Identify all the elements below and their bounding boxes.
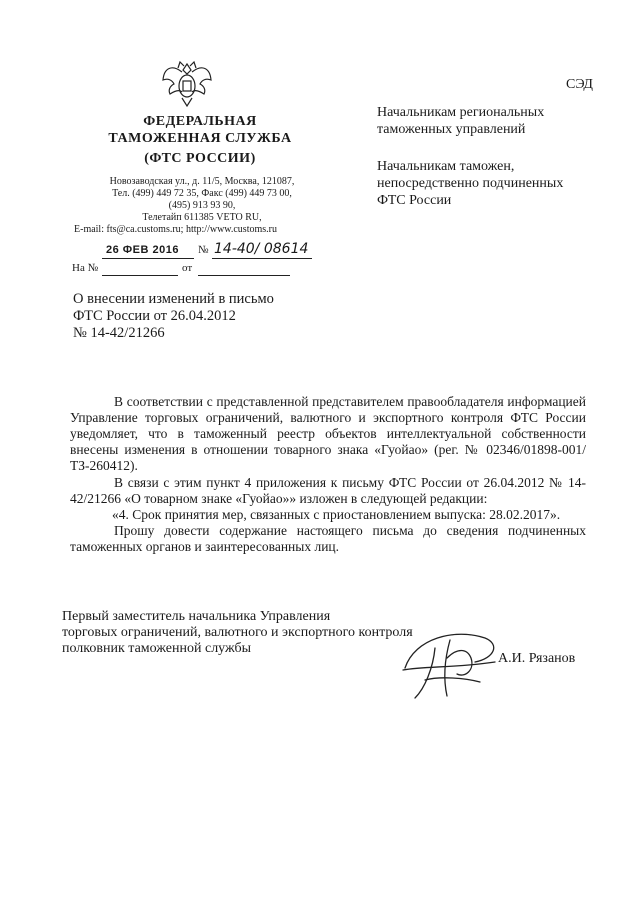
signatory-title-line: торговых ограничений, валютного и экспортного контроля — [62, 625, 413, 640]
signatory-title-line: Первый заместитель начальника Управления — [62, 609, 331, 624]
body-paragraph-1: В соответствии с представленной представителем правообладателя информацией Управление торговых ограничений, валютного и экспортного контроля ФТС России уведомляет, что в таможенный реестр объектов интеллектуальной собственности внесены изменения в отношении товарного знака «Гуойао» (рег. № 02346/01898-001/ТЗ-260412). — [70, 394, 586, 473]
eagle-emblem-icon — [160, 58, 214, 110]
address-line: (495) 913 93 90, — [168, 200, 236, 211]
date-underline — [102, 258, 194, 259]
org-name-line2: ТАМОЖЕННАЯ СЛУЖБА — [108, 131, 292, 146]
subject-line: О внесении изменений в письмо — [73, 291, 274, 307]
subject-line: № 14-42/21266 — [73, 325, 165, 341]
na-label: На № — [72, 262, 99, 274]
ot-underline — [198, 275, 290, 276]
address-line: Новозаводская ул., д. 11/5, Москва, 121087, — [109, 176, 295, 187]
recipient-line: Начальникам таможен, — [377, 159, 515, 174]
reference-line — [72, 262, 322, 282]
recipient-group-2 — [377, 158, 563, 209]
recipient-group-1 — [377, 104, 544, 138]
ot-label: от — [182, 262, 193, 274]
address-email: E-mail: fts@ca.customs.ru; http://www.customs.ru — [74, 224, 277, 235]
recipient-line: таможенных управлений — [377, 122, 526, 137]
registration-number-handwritten: 14-40/ 08614 — [214, 241, 309, 257]
recipient-line: Начальникам региональных — [377, 105, 545, 120]
number-underline — [212, 258, 312, 259]
address-line: Телетайп 611385 VETO RU, — [142, 212, 262, 223]
body-paragraph-4: Прошу довести содержание настоящего письма до сведения подчиненных таможенных органов и заинтересованных лиц. — [70, 523, 586, 554]
org-name-line1: ФЕДЕРАЛЬНАЯ — [143, 114, 257, 129]
signatory-title-line: полковник таможенной службы — [62, 641, 252, 656]
number-sign: № — [198, 244, 209, 256]
subject-line: ФТС России от 26.04.2012 — [73, 308, 236, 324]
body-paragraph-3: «4. Срок принятия мер, связанных с приостановлением выпуска: 28.02.2017». — [112, 507, 561, 522]
letter-subject — [73, 291, 274, 342]
signatory-title — [62, 609, 413, 657]
body-paragraph-2: В связи с этим пункт 4 приложения к письму ФТС России от 26.04.2012 № 14-42/21266 «О товарном знаке «Гуойао»» изложен в следующей редакции: — [70, 475, 586, 506]
address-line: Тел. (499) 449 72 35, Факс (499) 449 73 00, — [112, 188, 292, 199]
recipient-line: непосредственно подчиненных — [377, 176, 564, 191]
recipient-line: ФТС России — [377, 193, 452, 208]
na-underline — [102, 275, 178, 276]
signatory-name: А.И. Рязанов — [498, 651, 576, 666]
org-name-line3: (ФТС РОССИИ) — [144, 151, 256, 166]
handwritten-signature — [395, 618, 505, 704]
registration-line — [72, 241, 312, 264]
sed-mark: СЭД — [566, 77, 593, 92]
registration-date-stamp: 26 ФЕВ 2016 — [106, 244, 179, 256]
